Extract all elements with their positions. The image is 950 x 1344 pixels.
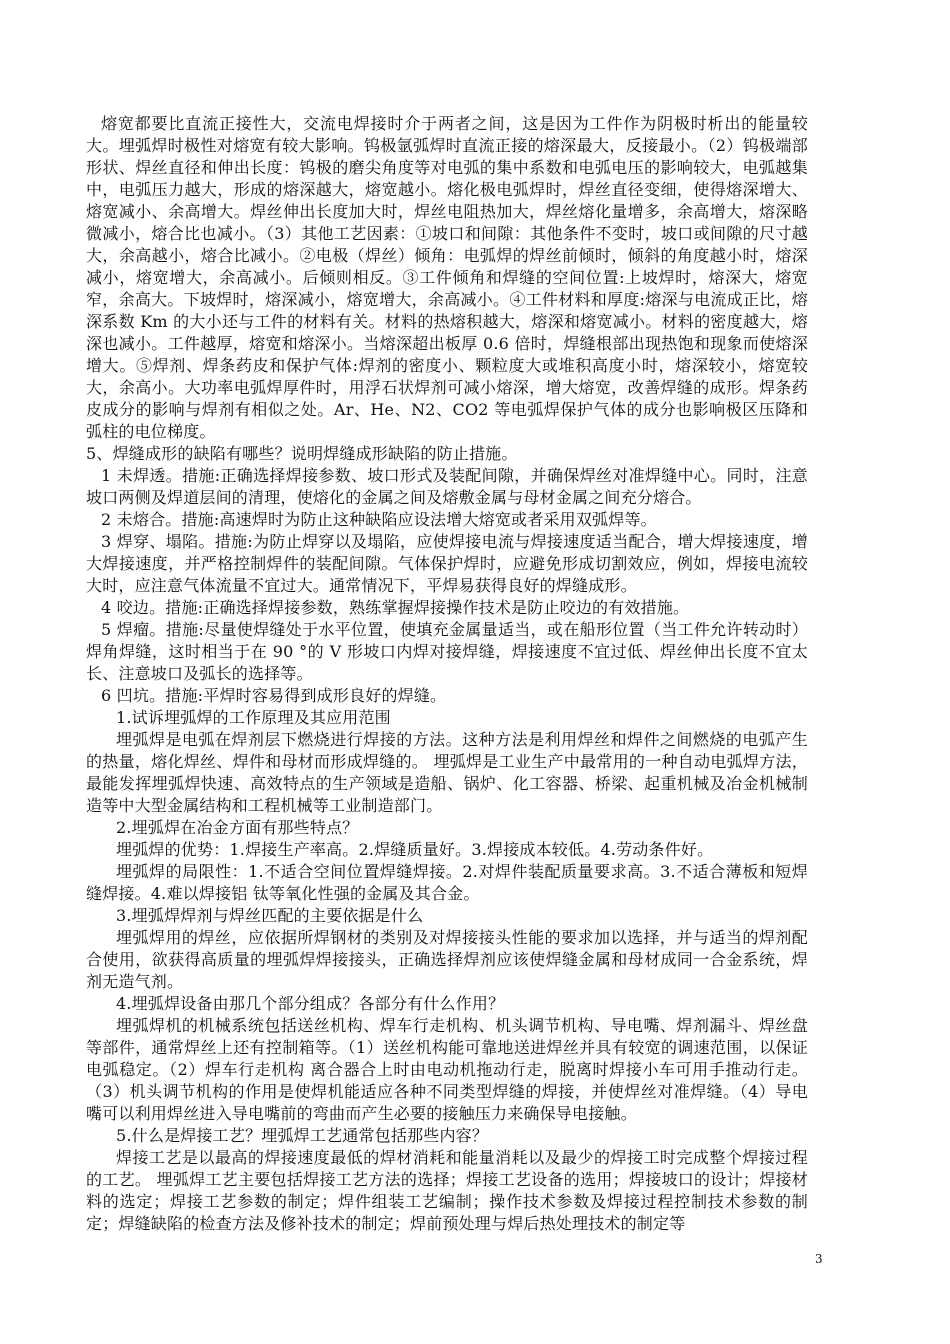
paragraph: 5.什么是焊接工艺？埋弧焊工艺通常包括那些内容？ — [116, 1126, 489, 1145]
paragraph: 5 焊瘤。措施:尽量使焊缝处于水平位置，使填充金属量适当，或在船形位置（当工件允许转动时）焊角焊缝，这时相当于在 90 °的 V 形坡口内焊对接焊缝，焊接速度不宜过低、焊丝伸出长度不宜太长、注意坡口及弧长的选择等。 — [86, 620, 808, 683]
paragraph: 2 未熔合。措施:高速焊时为防止这种缺陷应设法增大熔宽或者采用双弧焊等。 — [101, 510, 657, 529]
paragraph: 4 咬边。措施:正确选择焊接参数，熟练掌握焊接操作技术是防止咬边的有效措施。 — [101, 598, 690, 617]
paragraph: 焊接工艺是以最高的焊接速度最低的焊材消耗和能量消耗以及最少的焊接工时完成整个焊接过程的工艺。 埋弧焊工艺主要包括焊接工艺方法的选择；焊接工艺设备的选用；焊接坡口的设计；焊接材料的选定；焊接工艺参数的制定；焊件组装工艺编制；操作技术参数及焊接过程控制技术参数的制定；焊缝缺陷的检查方法及修补技术的制定；焊前预处理与焊后热处理技术的制定等 — [86, 1148, 808, 1233]
paragraph: 5、焊缝成形的缺陷有哪些？说明焊缝成形缺陷的防止措施。 — [86, 444, 518, 463]
paragraph: 埋弧焊的优势：1.焊接生产率高。2.焊缝质量好。3.焊接成本较低。4.劳动条件好。 — [116, 840, 714, 859]
paragraph: 6 凹坑。措施:平焊时容易得到成形良好的焊缝。 — [101, 686, 447, 705]
paragraph: 2.埋弧焊在冶金方面有那些特点？ — [116, 818, 359, 837]
paragraph: 3 焊穿、塌陷。措施:为防止焊穿以及塌陷，应使焊接电流与焊接速度适当配合，增大焊接速度，增大焊接速度，并严格控制焊件的装配间隙。气体保护焊时，应避免形成切割效应，例如，焊接电流较大时，应注意气体流量不宜过大。通常情况下，平焊易获得良好的焊缝成形。 — [86, 532, 808, 595]
paragraph: 埋弧焊用的焊丝，应依据所焊钢材的类别及对焊接接头性能的要求加以选择，并与适当的焊剂配合使用，欲获得高质量的埋弧焊焊接接头，正确选择焊剂应该使焊缝金属和母材成同一合金系统，焊剂无造气剂。 — [86, 928, 808, 991]
paragraph: 埋弧焊的局限性：1.不适合空间位置焊缝焊接。2.对焊件装配质量要求高。3.不适合薄板和短焊缝焊接。4.难以焊接铝 钛等氧化性强的金属及其合金。 — [86, 862, 808, 903]
paragraph: 埋弧焊是电弧在焊剂层下燃烧进行焊接的方法。这种方法是利用焊丝和焊件之间燃烧的电弧产生的热量，熔化焊丝、焊件和母材而形成焊缝的。 埋弧焊是工业生产中最常用的一种自动电弧焊方法，最能发挥埋弧焊快速、高效特点的生产领域是造船、锅炉、化工容器、桥梁、起重机械及冶金机械制造等中大型金属结构和工程机械等工业制造部门。 — [86, 730, 808, 815]
document-body — [86, 113, 808, 1235]
page-number: 3 — [815, 1252, 823, 1266]
paragraph: 1.试诉埋弧焊的工作原理及其应用范围 — [116, 708, 391, 727]
paragraph: 1 未焊透。措施:正确选择焊接参数、坡口形式及装配间隙，并确保焊丝对准焊缝中心。同时，注意坡口两侧及焊道层间的清理，使熔化的金属之间及熔敷金属与母材金属之间充分熔合。 — [86, 466, 808, 507]
paragraph: 4.埋弧焊设备由那几个部分组成？各部分有什么作用？ — [116, 994, 505, 1013]
paragraph: 3.埋弧焊焊剂与焊丝匹配的主要依据是什么 — [116, 906, 424, 925]
paragraph: 埋弧焊机的机械系统包括送丝机构、焊车行走机构、机头调节机构、导电嘴、焊剂漏斗、焊丝盘等部件，通常焊丝上还有控制箱等。（1）送丝机构能可靠地送进焊丝并具有较宽的调速范围，以保证电弧稳定。（2）焊车行走机构 离合器合上时由电动机拖动行走，脱离时焊接小车可用手推动行走。（3）机头调节机构的作用是使焊机能适应各种不同类型焊缝的焊接，并使焊丝对准焊缝。（4）导电嘴可以利用焊丝进入导电嘴前的弯曲而产生必要的接触压力来确保导电接触。 — [86, 1016, 808, 1123]
paragraph: 熔宽都要比直流正接性大，交流电焊接时介于两者之间，这是因为工件作为阴极时析出的能量较大。埋弧焊时极性对熔宽有较大影响。钨极氩弧焊时直流正接的熔深最大，反接最小。（2）钨极端部形状、焊丝直径和伸出长度：钨极的磨尖角度等对电弧的集中系数和电弧电压的影响较大，电弧越集中，电弧压力越大，形成的熔深越大，熔宽越小。熔化极电弧焊时，焊丝直径变细，使得熔深增大、熔宽减小、余高增大。焊丝伸出长度加大时，焊丝电阻热加大，焊丝熔化量增多，余高增大，熔深略微减小，熔合比也减小。（3）其他工艺因素：①坡口和间隙：其他条件不变时，坡口或间隙的尺寸越大，余高越小，熔合比减小。②电极（焊丝）倾角：电弧焊的焊丝前倾时，倾斜的角度越小时，熔深减小，熔宽增大，余高减小。后倾则相反。③工件倾角和焊缝的空间位置:上坡焊时，熔深大，熔宽窄，余高大。下坡焊时，熔深减小，熔宽增大，余高减小。④工件材料和厚度:熔深与电流成正比，熔深系数 Km 的大小还与工件的材料有关。材料的热熔积越大，熔深和熔宽减小。材料的密度越大，熔深也减小。工件越厚，熔宽和熔深小。当熔深超出板厚 0.6 倍时，焊缝根部出现热饱和现象而使熔深增大。⑤焊剂、焊条药皮和保护气体:焊剂的密度小、颗粒度大或堆积高度小时，熔深较小，熔宽较大，余高小。大功率电弧焊厚件时，用浮石状焊剂可减小熔深，增大熔宽，改善焊缝的成形。焊条药皮成分的影响与焊剂有相似之处。Ar、He、N2、CO2 等电弧焊保护气体的成分也影响极区压降和弧柱的电位梯度。 — [86, 114, 808, 441]
